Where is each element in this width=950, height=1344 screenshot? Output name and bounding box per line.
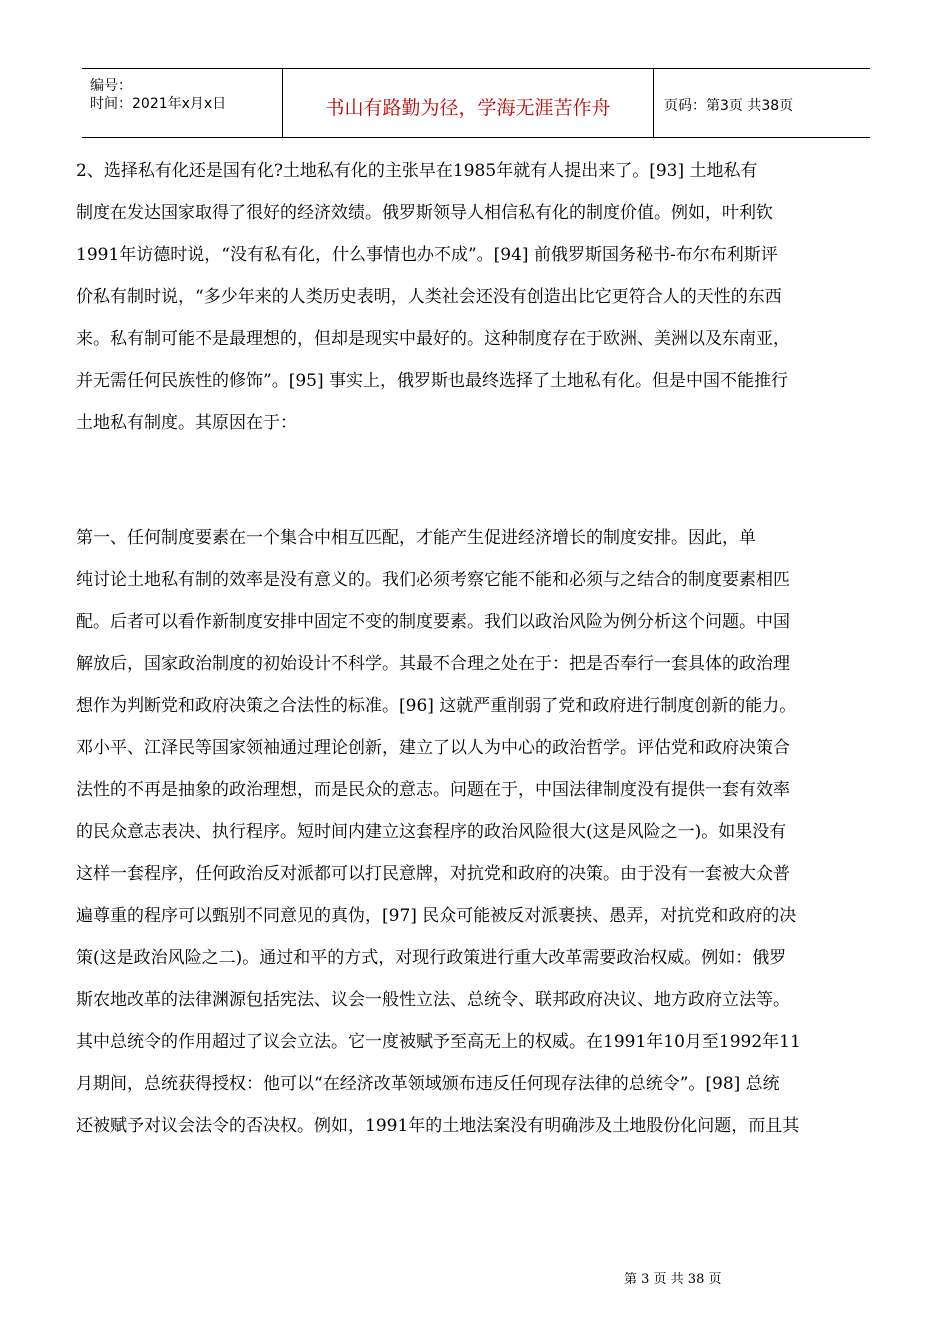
paragraph-2 xyxy=(76,517,801,1147)
paragraph-line: 并无需任何民族性的修饰”。[95] 事实上，俄罗斯也最终选择了土地私有化。但是中国不能推行 xyxy=(76,371,788,391)
paragraph-line: 这样一套程序，任何政治反对派都可以打民意牌，对抗党和政府的决策。由于没有一套被大众普 xyxy=(76,864,790,884)
page-code: 页码：第3页 共38页 xyxy=(664,98,794,114)
paragraph-line: 其中总统令的作用超过了议会立法。它一度被赋予至高无上的权威。在1991年10月至1992年11 xyxy=(76,1032,801,1052)
paragraph-line: 邓小平、江泽民等国家领袖通过理论创新，建立了以人为中心的政治哲学。评估党和政府决策合 xyxy=(76,738,790,758)
paragraph-line: 斯农地改革的法律渊源包括宪法、议会一般性立法、总统令、联邦政府决议、地方政府立法等。 xyxy=(76,990,790,1010)
paragraph-line: 土地私有制度。其原因在于： xyxy=(76,413,297,433)
paragraph-line: 的民众意志表决、执行程序。短时间内建立这套程序的政治风险很大(这是风险之一)。如果没有 xyxy=(76,822,787,842)
paragraph-line: 来。私有制可能不是最理想的，但却是现实中最好的。这种制度存在于欧洲、美洲以及东南亚， xyxy=(76,329,790,349)
paragraph-1 xyxy=(76,150,790,444)
number-label: 编号： xyxy=(90,78,132,94)
page-header xyxy=(82,68,870,138)
paragraph-line: 还被赋予对议会法令的否决权。例如，1991年的土地法案没有明确涉及土地股份化问题，而且其 xyxy=(76,1116,800,1136)
paragraph-line: 价私有制时说，“多少年来的人类历史表明，人类社会还没有创造出比它更符合人的天性的东西 xyxy=(76,287,782,307)
header-page-cell xyxy=(654,69,870,137)
paragraph-line: 策(这是政治风险之二)。通过和平的方式，对现行政策进行重大改革需要政治权威。例如：俄罗 xyxy=(76,948,787,968)
paragraph-line: 第一、任何制度要素在一个集合中相互匹配，才能产生促进经济增长的制度安排。因此，单 xyxy=(76,528,756,548)
paragraph-line: 遍尊重的程序可以甄别不同意见的真伪，[97] 民众可能被反对派裹挟、愚弄，对抗党和政府的决 xyxy=(76,906,797,926)
paragraph-line: 想作为判断党和政府决策之合法性的标准。[96] 这就严重削弱了党和政府进行制度创新的能力。 xyxy=(76,696,797,716)
paragraph-line: 1991年访德时说，“没有私有化，什么事情也办不成”。[94] 前俄罗斯国务秘书-布尔布利斯评 xyxy=(76,245,778,265)
page-footer: 第 3 页 共 38 页 xyxy=(624,1272,722,1287)
date-label: 时间：2021年x月x日 xyxy=(90,96,227,112)
header-motto-cell xyxy=(282,69,654,137)
paragraph-line: 配。后者可以看作新制度安排中固定不变的制度要素。我们以政治风险为例分析这个问题。中国 xyxy=(76,612,790,632)
paragraph-line: 月期间，总统获得授权：他可以“在经济改革领域颁布违反任何现存法律的总统令”。[98] 总统 xyxy=(76,1074,780,1094)
paragraph-line: 法性的不再是抽象的政治理想，而是民众的意志。问题在于，中国法律制度没有提供一套有效率 xyxy=(76,780,790,800)
header-meta-cell xyxy=(82,69,282,137)
paragraph-line: 纯讨论土地私有制的效率是没有意义的。我们必须考察它能不能和必须与之结合的制度要素相匹 xyxy=(76,570,790,590)
paragraph-line: 解放后，国家政治制度的初始设计不科学。其最不合理之处在于：把是否奉行一套具体的政治理 xyxy=(76,654,790,674)
paragraph-line: 2、选择私有化还是国有化?土地私有化的主张早在1985年就有人提出来了。[93] 土地私有 xyxy=(76,161,758,181)
paragraph-line: 制度在发达国家取得了很好的经济效绩。俄罗斯领导人相信私有化的制度价值。例如，叶利钦 xyxy=(76,203,773,223)
motto-text: 书山有路勤为径，学海无涯苦作舟 xyxy=(325,97,611,119)
